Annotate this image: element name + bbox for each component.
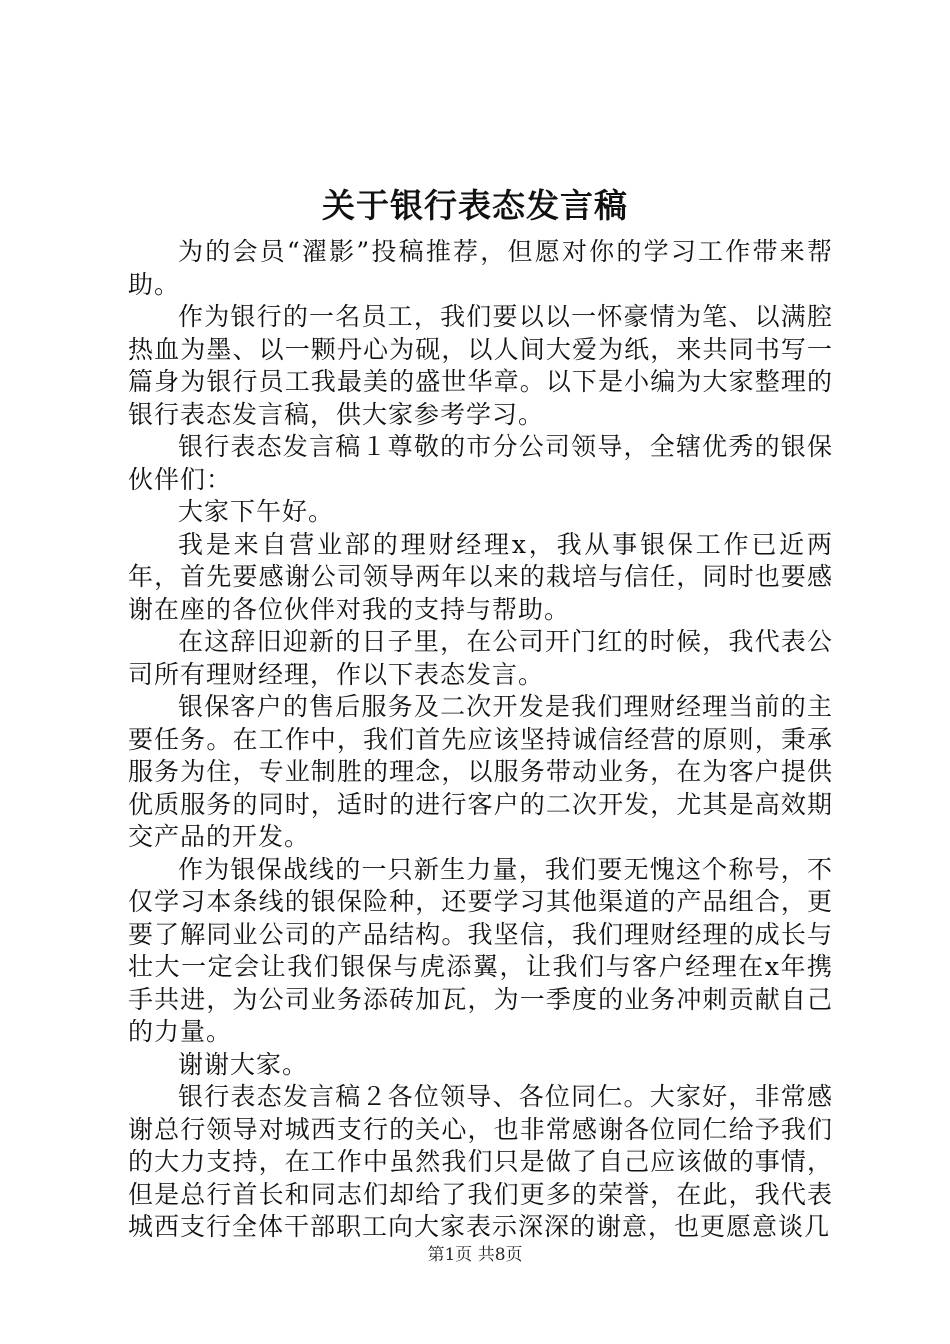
paragraph: 我是来自营业部的理财经理x，我从事银保工作已近两年，首先要感谢公司领导两年以来的栽培与信任，同时也要感谢在座的各位伙伴对我的支持与帮助。 xyxy=(128,529,833,624)
paragraph: 大家下午好。 xyxy=(178,497,335,526)
paragraph: 为的会员“濯影”投稿推荐，但愿对你的学习工作带来帮助。 xyxy=(128,237,833,299)
paragraph: 谢谢大家。 xyxy=(178,1049,309,1079)
document-body xyxy=(128,236,833,1244)
paragraph: 银行表态发言稿１尊敬的市分公司领导，全辖优秀的银保伙伴们： xyxy=(128,432,833,494)
paragraph: 银行表态发言稿２各位领导、各位同仁。大家好，非常感谢总行领导对城西支行的关心，也非常感谢各位同仁给予我们的大力支持，在工作中虽然我们只是做了自己应该做的事情，但是总行首长和同志们却给了我们更多的荣誉，在此，我代表城西支行全体干部职工向大家表示深深的谢意，也更愿意谈几 xyxy=(128,1082,833,1241)
paragraph: 银保客户的售后服务及二次开发是我们理财经理当前的主要任务。在工作中，我们首先应该坚持诚信经营的原则，秉承服务为住，专业制胜的理念，以服务带动业务，在为客户提供优质服务的同时，适时的进行客户的二次开发，尤其是高效期交产品的开发。 xyxy=(128,692,833,851)
page-footer: 第1页 共8页 xyxy=(427,1245,523,1265)
paragraph: 在这辞旧迎新的日子里，在公司开门红的时候，我代表公司所有理财经理，作以下表态发言。 xyxy=(128,627,833,689)
paragraph: 作为银保战线的一只新生力量，我们要无愧这个称号，不仅学习本条线的银保险种，还要学习其他渠道的产品组合，更要了解同业公司的产品结构。我坚信，我们理财经理的成长与壮大一定会让我们银保与虎添翼，让我们与客户经理在x年携手共进，为公司业务添砖加瓦，为一季度的业务冲刺贡献自己的力量。 xyxy=(128,854,833,1046)
paragraph: 作为银行的一名员工，我们要以以一怀豪情为笔、以满腔热血为墨、以一颗丹心为砚，以人间大爱为纸，来共同书写一篇身为银行员工我最美的盛世华章。以下是小编为大家整理的银行表态发言稿，供大家参考学习。 xyxy=(128,302,833,429)
document-title: 关于银行表态发言稿 xyxy=(322,186,628,225)
